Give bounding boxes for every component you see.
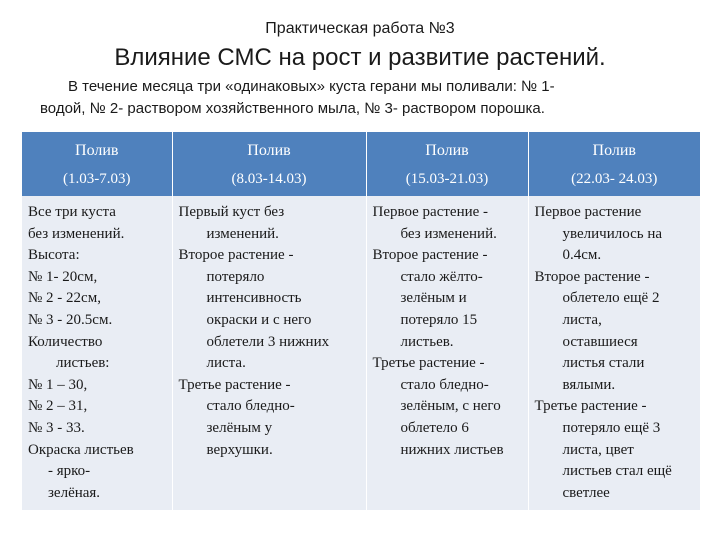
header-week-2 (172, 132, 366, 196)
cell-line: Второе растение - (178, 247, 294, 264)
cell-line: интенсивность (206, 290, 302, 307)
cell-line: потеряло ещё 3 (562, 419, 661, 436)
cell-line: облетело ещё 2 (562, 290, 660, 307)
cell-line: Первый куст без (178, 204, 285, 220)
cell-week-1 (22, 196, 172, 510)
cell-line: Третье растение - (372, 355, 485, 372)
cell-line: листа, (562, 311, 602, 328)
cell-line: окраски и с него (206, 311, 312, 328)
cell-line: без изменений. (28, 225, 125, 242)
cell-line: верхушки. (206, 441, 273, 458)
cell-line: стало бледно- (400, 376, 489, 393)
cell-line: № 2 – 31, (28, 398, 88, 415)
cell-line: листьев: (56, 355, 110, 372)
cell-line: светлее (562, 484, 610, 501)
cell-line: 0.4см. (562, 247, 602, 264)
cell-line: Первое растение - (372, 204, 489, 220)
cell-line: нижних листьев (400, 441, 504, 458)
header-week-3 (366, 132, 528, 196)
cell-line: Второе растение - (534, 268, 650, 285)
cell-line: зелёным, с него (400, 398, 501, 415)
cell-line: стало жёлто- (400, 268, 483, 285)
cell-line: № 3 - 33. (28, 419, 85, 436)
watering-results-table (22, 132, 700, 510)
practical-work-label: Практическая работа №3 (265, 20, 455, 37)
table-row (22, 196, 700, 510)
cell-line: Второе растение - (372, 247, 488, 264)
intro-line: В течение месяца три «одинаковых» куста герани мы поливали: № 1- (68, 78, 555, 95)
cell-line: Третье растение - (178, 376, 291, 393)
header-week-4 (528, 132, 700, 196)
cell-week-2 (172, 196, 366, 510)
header-period: (1.03-7.03) (63, 171, 131, 187)
cell-line: Высота: (28, 247, 80, 264)
cell-line: листья стали (562, 355, 645, 372)
cell-line: № 1- 20см, (28, 268, 98, 285)
cell-line: Количество (28, 333, 103, 350)
intro-line: водой, № 2- раствором хозяйственного мыла, № 3- раствором порошка. (40, 100, 545, 117)
header-week-1 (22, 132, 172, 196)
header-label: Полив (592, 142, 636, 159)
cell-line: увеличилось на (562, 225, 663, 242)
cell-line: оставшиеся (562, 333, 638, 350)
cell-line: № 2 - 22см, (28, 290, 101, 307)
cell-line: листа. (206, 355, 246, 372)
cell-line: стало бледно- (206, 398, 295, 415)
cell-line: № 1 – 30, (28, 376, 88, 393)
cell-line: зелёная. (48, 484, 101, 501)
header-label: Полив (247, 142, 291, 159)
cell-line: - ярко- (48, 463, 91, 480)
cell-week-3 (366, 196, 528, 510)
header-label: Полив (425, 142, 469, 159)
cell-line: листа, цвет (562, 441, 634, 458)
cell-line: потеряло (206, 268, 265, 285)
cell-line: облетели 3 нижних (206, 333, 330, 350)
cell-line: потеряло 15 (400, 311, 478, 328)
cell-line: Окраска листьев (28, 441, 134, 458)
cell-line: листьев стал ещё (562, 463, 672, 480)
cell-line: Третье растение - (534, 398, 647, 415)
header-period: (22.03- 24.03) (571, 171, 658, 187)
cell-line: Первое растение (534, 204, 642, 220)
cell-line: зелёным и (400, 290, 467, 307)
cell-line: вялыми. (562, 376, 616, 393)
cell-line: № 3 - 20.5см. (28, 311, 113, 328)
cell-line: без изменений. (400, 225, 497, 242)
intro-text (40, 76, 700, 120)
table-header-row (22, 132, 700, 196)
header-period: (8.03-14.03) (231, 171, 307, 187)
header-period: (15.03-21.03) (405, 171, 489, 187)
page-title: Влияние СМС на рост и развитие растений. (114, 44, 606, 71)
header-label: Полив (75, 142, 119, 159)
cell-line: листьев. (400, 333, 454, 350)
cell-line: облетело 6 (400, 419, 469, 436)
cell-line: зелёным у (206, 419, 273, 436)
cell-line: изменений. (206, 225, 279, 242)
cell-line: Все три куста (28, 204, 116, 220)
cell-week-4 (528, 196, 700, 510)
